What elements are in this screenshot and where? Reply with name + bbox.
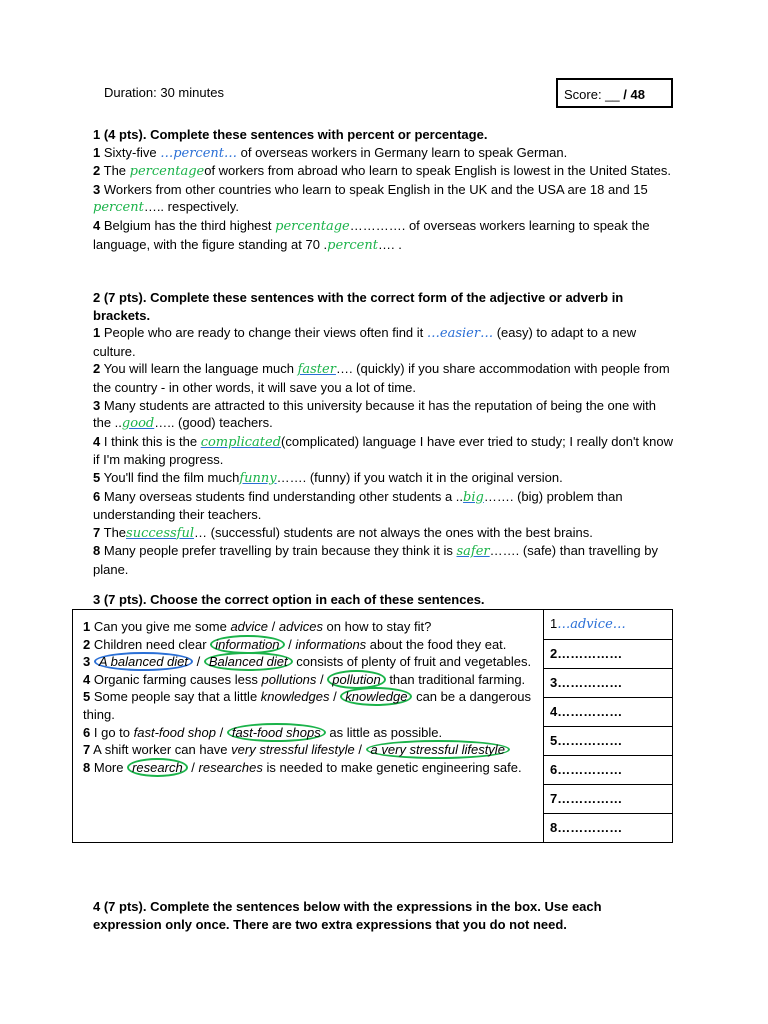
handwritten-answer: percent [327,237,378,253]
item-number: 1 [93,144,101,160]
section-4 [93,898,673,933]
sentence-item [93,360,673,396]
option-separator: / [268,619,279,634]
option-item [83,741,535,759]
handwritten-answer: faster [297,362,336,378]
handwritten-answer: complicated [200,434,282,450]
sentence-text: Organic farming causes less [93,671,262,687]
option-b: pollution [327,670,385,689]
sentence-text: ……. (safe) than travelling by plane. [93,543,659,577]
handwritten-answer: good [121,416,155,432]
option-item [83,618,535,636]
sentence-text: The [103,163,130,179]
option-separator: / [329,689,341,705]
option-a: very stressful lifestyle [231,742,355,758]
sentence-item [93,144,673,163]
item-number: 8 [83,759,91,775]
option-item [83,671,535,689]
section-3-table [72,609,673,843]
sentence-text: consists of plenty of fruit and vegetables. [292,654,532,670]
sentence-item [93,524,673,543]
sentence-text: People who are ready to change their views often find it [103,325,427,341]
option-a: information [210,635,284,654]
handwritten-answer: big [463,489,484,505]
sentence-text: ….. respectively. [143,199,239,215]
section-1-heading: 1 (4 pts). Complete these sentences with percent or percentage. [93,127,488,142]
option-b: fast-food shops [227,723,326,742]
item-number: 6 [83,724,91,740]
option-a: research [127,758,188,777]
sentence-text: Sixty-five [103,144,161,160]
option-separator: / [284,636,296,652]
section-2 [93,289,673,579]
handwritten-answer: safer [456,544,490,560]
sentence-text: You'll find the film much [103,469,240,485]
sentence-text: A shift worker can have [93,742,232,758]
option-a: knowledges [260,689,330,705]
sentence-text: ….. (good) teachers. [154,415,273,431]
sentence-text: More [93,759,128,775]
answer-cell[interactable]: 8…………… [544,814,673,843]
option-separator: / [354,742,366,758]
item-number: 1 [93,325,101,341]
option-separator: / [216,724,227,740]
sentence-text: of workers from abroad who learn to speak English is lowest in the United States. [204,163,672,179]
item-number: 4 [93,433,101,449]
sentence-text: Many students are attracted to this university because it has the reputation of being the one with the .. [93,397,656,431]
option-separator: / [193,654,204,670]
table-row [73,610,673,640]
item-number: 4 [83,671,91,687]
item-number: 8 [93,543,101,559]
sentence-text: You will learn the language much [103,361,298,377]
option-a: fast-food shop [133,724,216,740]
option-b: advices [278,619,323,634]
handwritten-answer: successful [126,525,195,541]
handwritten-answer: …easier… [426,326,494,342]
item-number: 7 [83,742,91,758]
item-number: 6 [93,488,101,504]
question-cell [73,610,544,843]
sentence-text: (easy) to adapt to a new culture. [93,325,637,359]
sentence-text: as little as possible. [325,724,443,740]
duration-label: Duration: 30 minutes [104,85,224,100]
handwritten-answer: …advice… [557,617,626,632]
section-3 [93,591,673,609]
item-number: 5 [83,689,91,705]
option-item [83,724,535,742]
item-number: 3 [83,654,91,670]
option-b: Balanced diet [204,652,293,671]
item-number: 2 [93,361,101,377]
score-box [556,78,673,108]
handwritten-answer: percent [93,200,144,216]
sentence-text: Many overseas students find understanding other students a .. [103,488,464,504]
sentence-text: (complicated) language I have ever tried to study; I really don't know if I'm making progress. [93,433,673,468]
sentence-text: The [103,524,127,540]
option-separator: / [316,671,328,687]
option-b: informations [295,636,367,652]
answer-cell[interactable] [544,610,673,640]
option-a: A balanced diet [94,652,193,671]
item-number: 4 [93,217,101,233]
sentence-text: I think this is the [103,433,201,449]
sentence-text: is needed to make genetic engineering safe. [262,759,522,775]
answer-cell[interactable]: 6…………… [544,756,673,785]
sentence-item [93,324,673,360]
sentence-text: of overseas workers in Germany learn to speak German. [237,144,568,160]
option-item [83,653,535,671]
score-max: / 48 [623,87,645,102]
answer-cell[interactable]: 4…………… [544,698,673,727]
sentence-text: Many people prefer travelling by train because they think it is [103,543,457,559]
item-number: 2 [83,636,91,652]
sentence-item [93,397,673,433]
sentence-text: than traditional farming. [385,671,526,687]
sentence-text: I go to [93,724,134,740]
sentence-item [93,162,673,181]
item-number: 7 [93,524,101,540]
sentence-item [93,488,673,524]
sentence-item [93,181,673,217]
sentence-text: … (successful) students are not always the ones with the best brains. [194,524,593,540]
sentence-text: Workers from other countries who learn to speak English in the UK and the USA are 18 and 15 [103,181,648,197]
sentence-text: …. . [377,236,402,252]
option-item [83,636,535,654]
answer-cell[interactable]: 3…………… [544,669,673,698]
sentence-text: can be a dangerous thing. [83,689,531,722]
handwritten-answer: percentage [129,164,205,180]
section-2-heading: 2 (7 pts). Complete these sentences with the correct form of the adjective or adverb in brackets. [93,290,624,323]
section-2-items [93,324,673,578]
item-number: 1 [83,619,91,634]
section-4-heading: 4 (7 pts). Complete the sentences below with the expressions in the box. Use each expression only once. There are two extra expressions that you do not need. [93,899,602,932]
handwritten-answer: percentage [275,218,350,234]
sentence-text: Can you give me some [93,619,231,634]
option-a: pollutions [261,671,317,687]
item-number: 2 [93,163,101,179]
answer-cell[interactable]: 5…………… [544,727,673,756]
option-separator: / [187,759,199,775]
section-1 [93,126,673,254]
section-3-heading: 3 (7 pts). Choose the correct option in each of these sentences. [93,592,485,607]
sentence-item [93,217,673,254]
option-b: a very stressful lifestyle [366,740,510,759]
option-b: knowledge [340,687,412,706]
answer-cell[interactable]: 2…………… [544,640,673,669]
sentence-text: Children need clear [93,636,211,652]
sentence-item [93,469,673,488]
item-number: 3 [93,181,101,197]
option-a: advice [230,619,269,634]
handwritten-answer: funny [239,470,277,486]
answer-number: 1 [550,616,558,631]
sentence-text: ……. (funny) if you watch it in the original version. [276,469,563,485]
option-item [83,759,535,777]
section-1-items [93,144,673,255]
sentence-text: …. (quickly) if you share accommodation with people from the country - in other words, it will save you a lot of time. [93,361,670,395]
answer-cell[interactable]: 7…………… [544,785,673,814]
sentence-item [93,542,673,578]
sentence-text: …………. of overseas workers learning to speak the language, with the figure standing at 70 . [93,217,650,252]
sentence-text: ……. (big) problem than understanding their teachers. [93,488,623,523]
score-label: Score: __ [564,87,620,102]
option-item [83,688,535,723]
handwritten-answer: …percent… [160,145,238,161]
sentence-text: Belgium has the third highest [103,217,276,233]
sentence-item [93,433,673,469]
option-b: researches [198,759,263,775]
sentence-text: about the food they eat. [366,636,507,652]
sentence-text: on how to stay fit? [322,619,432,634]
sentence-text: Some people say that a little [93,689,261,705]
item-number: 5 [93,469,101,485]
item-number: 3 [93,397,101,413]
